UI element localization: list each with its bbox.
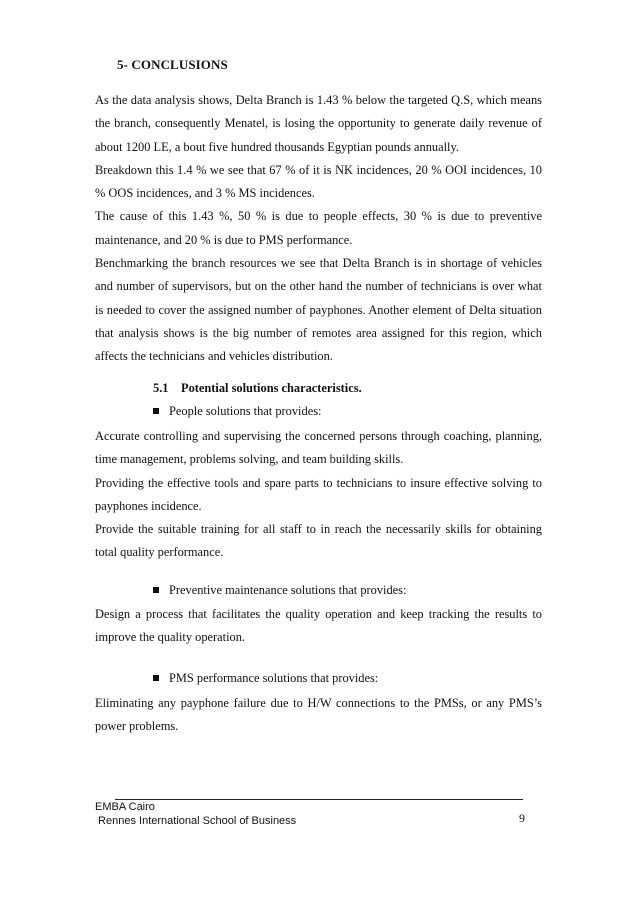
footer-line-1: EMBA Cairo — [95, 801, 155, 813]
subsection-number: 5.1 — [153, 381, 169, 395]
paragraph-cause: The cause of this 1.43 %, 50 % is due to people effects, 30 % is due to preventive maintenance, and 20 % is due to PMS performance. — [95, 209, 542, 247]
people-solutions-body — [95, 425, 542, 565]
paragraph-breakdown: Breakdown this 1.4 % we see that 67 % of it is NK incidences, 20 % OOI incidences, 10 % OOS incidences, and 3 % MS incidences. — [95, 162, 542, 201]
footer-organization — [95, 800, 296, 828]
paragraph-process: Design a process that facilitates the quality operation and keep tracking the results to improve the quality operation. — [95, 607, 542, 645]
paragraph-eliminating: Eliminating any payphone failure due to H/W connections to the PMSs, or any PMS’s power problems. — [95, 696, 542, 734]
section-heading: 5- CONCLUSIONS — [117, 57, 228, 72]
subsection-heading — [153, 381, 362, 396]
square-bullet-icon — [153, 675, 159, 681]
square-bullet-icon — [153, 587, 159, 593]
pms-solutions-body — [95, 692, 542, 739]
paragraph-tools: Providing the effective tools and spare parts to technicians to insure effective solving to payphones incidence. — [95, 475, 542, 513]
conclusions-body — [95, 89, 542, 369]
bullet-label: PMS performance solutions that provides: — [169, 671, 379, 685]
preventive-solutions-body — [95, 603, 542, 650]
bullet-pms — [153, 671, 378, 686]
footer-line-2: Rennes International School of Business — [95, 815, 297, 827]
bullet-label: Preventive maintenance solutions that provides: — [169, 583, 407, 597]
paragraph-training: Provide the suitable training for all staff to in reach the necessarily skills for obtaining total quality performance. — [95, 522, 542, 560]
page-number: 9 — [519, 811, 525, 825]
paragraph-benchmarking: Benchmarking the branch resources we see that Delta Branch is in shortage of vehicles and number of supervisors, but on the other hand the number of technicians is over what is needed to cover the assigned number of payphones. Another element of Delta situation that analysis shows is the big number of remotes area assigned for this region, which affects the technicians and vehicles distribution. — [95, 256, 542, 364]
bullet-people — [153, 404, 321, 419]
square-bullet-icon — [153, 408, 159, 414]
bullet-preventive — [153, 583, 406, 598]
bullet-label: People solutions that provides: — [169, 404, 322, 418]
paragraph-controlling: Accurate controlling and supervising the concerned persons through coaching, planning, time management, problems solving, and team building skills. — [95, 429, 542, 467]
subsection-title: Potential solutions characteristics. — [181, 381, 362, 395]
paragraph-analysis: As the data analysis shows, Delta Branch is 1.43 % below the targeted Q.S, which means the branch, consequently Menatel, is losing the opportunity to generate daily revenue of about 1200 LE, a bout five hundred thousands Egyptian pounds annually. — [95, 93, 542, 154]
